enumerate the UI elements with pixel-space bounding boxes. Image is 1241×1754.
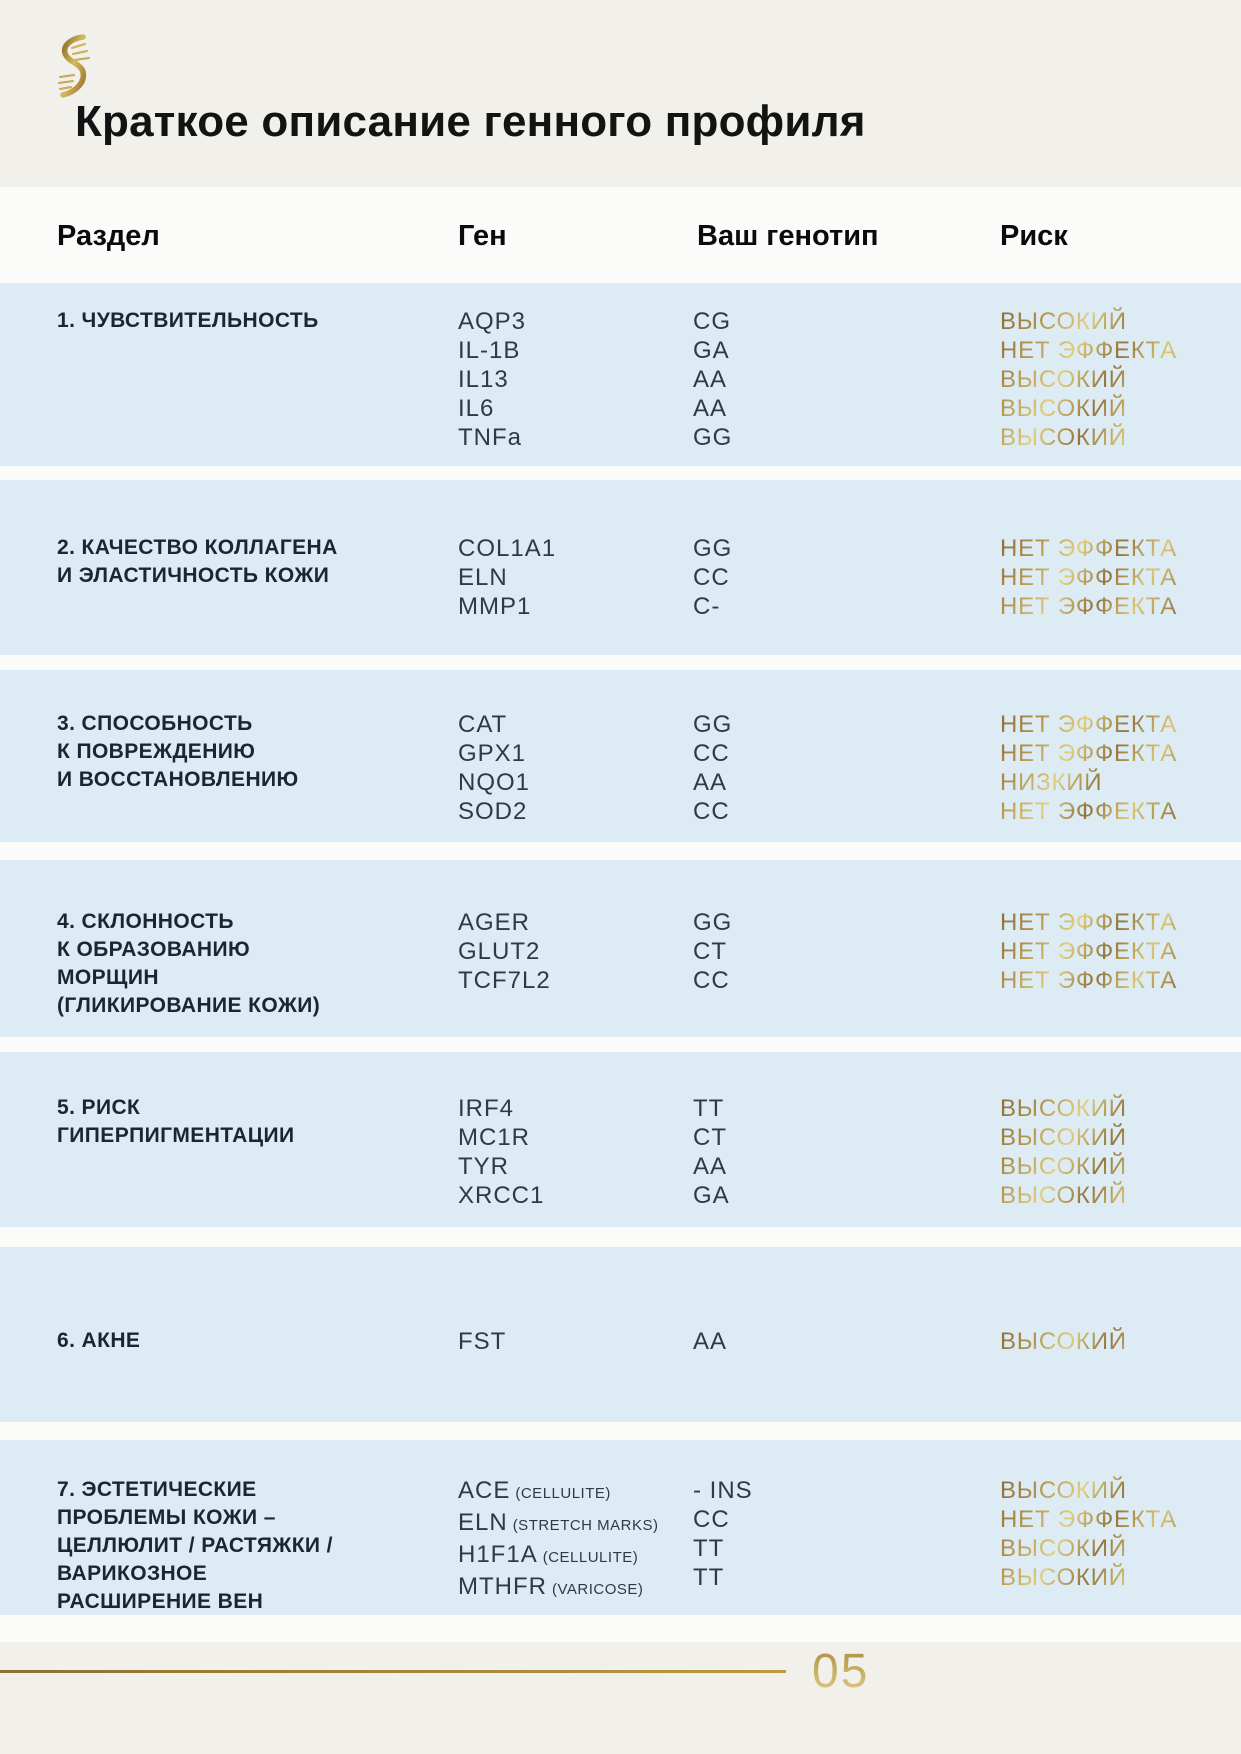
column-header-section: Раздел [57, 220, 160, 252]
section-label-line: 4. СКЛОННОСТЬ [57, 910, 234, 933]
risk-column [1000, 710, 1225, 826]
gene-column [458, 710, 698, 826]
gene-name: IL-1B [458, 337, 521, 364]
section-band [0, 480, 1241, 655]
gene-name: MC1R [458, 1124, 531, 1151]
genotype-value: GG [693, 535, 733, 562]
gene-name: H1F1A [458, 1541, 538, 1568]
gene-name: ELN [458, 564, 508, 591]
genotype-value: AA [693, 1328, 728, 1355]
section-label-line: 3. СПОСОБНОСТЬ [57, 712, 253, 735]
section-label-line: И ЭЛАСТИЧНОСТЬ КОЖИ [57, 564, 330, 587]
genotype-value: AA [693, 395, 728, 422]
section-band [0, 1247, 1241, 1422]
section-label-line: И ВОССТАНОВЛЕНИЮ [57, 768, 299, 791]
genotype-value: CT [693, 1124, 727, 1151]
gene-note: (STRETCH MARKS) [512, 1517, 659, 1534]
gene-name: GLUT2 [458, 938, 541, 965]
genotype-value: CC [693, 798, 730, 825]
genotype-value: CC [693, 967, 730, 994]
column-header-gene: Ген [458, 220, 507, 252]
column-header-genotype: Ваш генотип [697, 220, 879, 252]
gene-row [458, 797, 698, 826]
genotype-column [693, 908, 923, 995]
gene-row [458, 768, 698, 797]
section-label-line: РАСШИРЕНИЕ ВЕН [57, 1590, 264, 1613]
genotype-value: TT [693, 1095, 725, 1122]
section-label [57, 1094, 417, 1150]
section-label-line: ВАРИКОЗНОЕ [57, 1562, 208, 1585]
page-footer [0, 1642, 1241, 1754]
gene-name: TYR [458, 1153, 509, 1180]
gene-name: SOD2 [458, 798, 528, 825]
risk-level: НЕТ ЭФФЕКТА [1000, 798, 1178, 825]
gene-name: TCF7L2 [458, 967, 551, 994]
gene-row [458, 908, 698, 937]
gene-profile-table [0, 187, 1241, 1642]
page-title: Краткое описание генного профиля [75, 97, 866, 146]
section-label-line: МОРЩИН [57, 966, 159, 989]
column-header-risk: Риск [1000, 220, 1068, 252]
genotype-value: CC [693, 564, 730, 591]
gene-name: ELN [458, 1509, 508, 1536]
gene-row [458, 1327, 698, 1356]
gene-row [458, 534, 698, 563]
footer-divider-line [0, 1670, 786, 1673]
gene-name: IL6 [458, 395, 495, 422]
risk-level: НЕТ ЭФФЕКТА [1000, 938, 1178, 965]
gene-name: MMP1 [458, 593, 532, 620]
genotype-column [693, 1476, 923, 1592]
risk-level: ВЫСОКИЙ [1000, 308, 1127, 335]
gene-row [458, 1476, 698, 1508]
gene-row [458, 592, 698, 621]
gene-name: IL13 [458, 366, 509, 393]
section-band [0, 670, 1241, 842]
genotype-value: CG [693, 308, 731, 335]
section-label [57, 908, 417, 1020]
gene-row [458, 365, 698, 394]
gene-row [458, 1152, 698, 1181]
section-band [0, 1052, 1241, 1227]
genotype-value: TT [693, 1535, 725, 1562]
genotype-value: GA [693, 337, 730, 364]
genotype-value: - INS [693, 1477, 753, 1504]
gene-column [458, 1476, 698, 1604]
gene-row [458, 1094, 698, 1123]
genotype-value: CT [693, 938, 727, 965]
gene-name: ACE [458, 1477, 511, 1504]
section-label [57, 710, 417, 794]
section-label [57, 1476, 417, 1616]
genotype-column [693, 534, 923, 621]
risk-column [1000, 307, 1225, 452]
gene-row [458, 1540, 698, 1572]
gene-row [458, 1572, 698, 1604]
genotype-column [693, 307, 923, 452]
genotype-value: AA [693, 1153, 728, 1180]
gene-row [458, 966, 698, 995]
page-number: 05 [812, 1645, 870, 1698]
genotype-value: AA [693, 366, 728, 393]
risk-level: НЕТ ЭФФЕКТА [1000, 967, 1178, 994]
risk-level: НЕТ ЭФФЕКТА [1000, 564, 1178, 591]
risk-level: НЕТ ЭФФЕКТА [1000, 535, 1178, 562]
section-label [57, 534, 417, 590]
genotype-column [693, 710, 923, 826]
section-label-line: К ОБРАЗОВАНИЮ [57, 938, 251, 961]
gene-row [458, 307, 698, 336]
genotype-value: GG [693, 909, 733, 936]
section-label-line: ГИПЕРПИГМЕНТАЦИИ [57, 1124, 295, 1147]
section-label-line: 5. РИСК [57, 1096, 141, 1119]
genotype-column [693, 1327, 923, 1356]
risk-level: ВЫСОКИЙ [1000, 1477, 1127, 1504]
risk-level: ВЫСОКИЙ [1000, 424, 1127, 451]
section-label-line: 7. ЭСТЕТИЧЕСКИЕ [57, 1478, 257, 1501]
gene-name: FST [458, 1328, 507, 1355]
risk-level: НЕТ ЭФФЕКТА [1000, 337, 1178, 364]
risk-level: ВЫСОКИЙ [1000, 1182, 1127, 1209]
genotype-value: C- [693, 593, 721, 620]
genotype-value: CC [693, 740, 730, 767]
risk-column [1000, 534, 1225, 621]
risk-column [1000, 1327, 1225, 1356]
risk-level: НИЗКИЙ [1000, 769, 1103, 796]
gene-name: IRF4 [458, 1095, 515, 1122]
gene-row [458, 937, 698, 966]
gene-row [458, 423, 698, 452]
gene-note: (VARICOSE) [551, 1581, 644, 1598]
page-header [0, 0, 1241, 187]
gene-note: (CELLULITE) [515, 1485, 611, 1502]
risk-column [1000, 908, 1225, 995]
section-band [0, 283, 1241, 466]
genotype-column [693, 1094, 923, 1210]
gene-name: GPX1 [458, 740, 527, 767]
risk-level: ВЫСОКИЙ [1000, 1095, 1127, 1122]
section-band [0, 1440, 1241, 1615]
risk-level: ВЫСОКИЙ [1000, 1564, 1127, 1591]
gene-column [458, 1327, 698, 1356]
table-header-row [0, 187, 1241, 283]
risk-level: ВЫСОКИЙ [1000, 366, 1127, 393]
gene-row [458, 394, 698, 423]
risk-level: ВЫСОКИЙ [1000, 1153, 1127, 1180]
genotype-value: AA [693, 769, 728, 796]
risk-level: НЕТ ЭФФЕКТА [1000, 1506, 1178, 1533]
gene-name: MTHFR [458, 1573, 547, 1600]
section-label-line: К ПОВРЕЖДЕНИЮ [57, 740, 256, 763]
gene-name: AGER [458, 909, 531, 936]
genotype-value: GG [693, 424, 733, 451]
gene-column [458, 534, 698, 621]
gene-row [458, 1508, 698, 1540]
genotype-value: GG [693, 711, 733, 738]
section-label-line: 6. АКНЕ [57, 1329, 141, 1352]
gene-column [458, 908, 698, 995]
risk-column [1000, 1094, 1225, 1210]
gene-name: TNFa [458, 424, 522, 451]
section-label [57, 1327, 417, 1355]
risk-level: НЕТ ЭФФЕКТА [1000, 593, 1178, 620]
risk-level: ВЫСОКИЙ [1000, 1535, 1127, 1562]
section-label-line: (ГЛИКИРОВАНИЕ КОЖИ) [57, 994, 321, 1017]
section-label-line: 2. КАЧЕСТВО КОЛЛАГЕНА [57, 536, 338, 559]
gene-name: NQO1 [458, 769, 531, 796]
gene-row [458, 739, 698, 768]
gene-column [458, 1094, 698, 1210]
section-label-line: ЦЕЛЛЮЛИТ / РАСТЯЖКИ / [57, 1534, 333, 1557]
risk-level: ВЫСОКИЙ [1000, 395, 1127, 422]
gene-note: (CELLULITE) [542, 1549, 639, 1566]
gene-name: XRCC1 [458, 1182, 545, 1209]
gene-name: AQP3 [458, 308, 527, 335]
gene-name: CAT [458, 711, 508, 738]
section-band [0, 860, 1241, 1037]
gene-row [458, 1181, 698, 1210]
genotype-value: TT [693, 1564, 725, 1591]
risk-level: НЕТ ЭФФЕКТА [1000, 740, 1178, 767]
risk-level: ВЫСОКИЙ [1000, 1328, 1127, 1355]
genotype-value: CC [693, 1506, 730, 1533]
section-label-line: 1. ЧУВСТВИТЕЛЬНОСТЬ [57, 309, 319, 332]
gene-row [458, 1123, 698, 1152]
section-label-line: ПРОБЛЕМЫ КОЖИ – [57, 1506, 276, 1529]
gene-name: COL1A1 [458, 535, 557, 562]
risk-level: ВЫСОКИЙ [1000, 1124, 1127, 1151]
risk-level: НЕТ ЭФФЕКТА [1000, 711, 1178, 738]
gene-column [458, 307, 698, 452]
risk-column [1000, 1476, 1225, 1592]
risk-level: НЕТ ЭФФЕКТА [1000, 909, 1178, 936]
gene-row [458, 710, 698, 739]
gene-row [458, 336, 698, 365]
gene-row [458, 563, 698, 592]
section-label [57, 307, 417, 335]
genotype-value: GA [693, 1182, 730, 1209]
